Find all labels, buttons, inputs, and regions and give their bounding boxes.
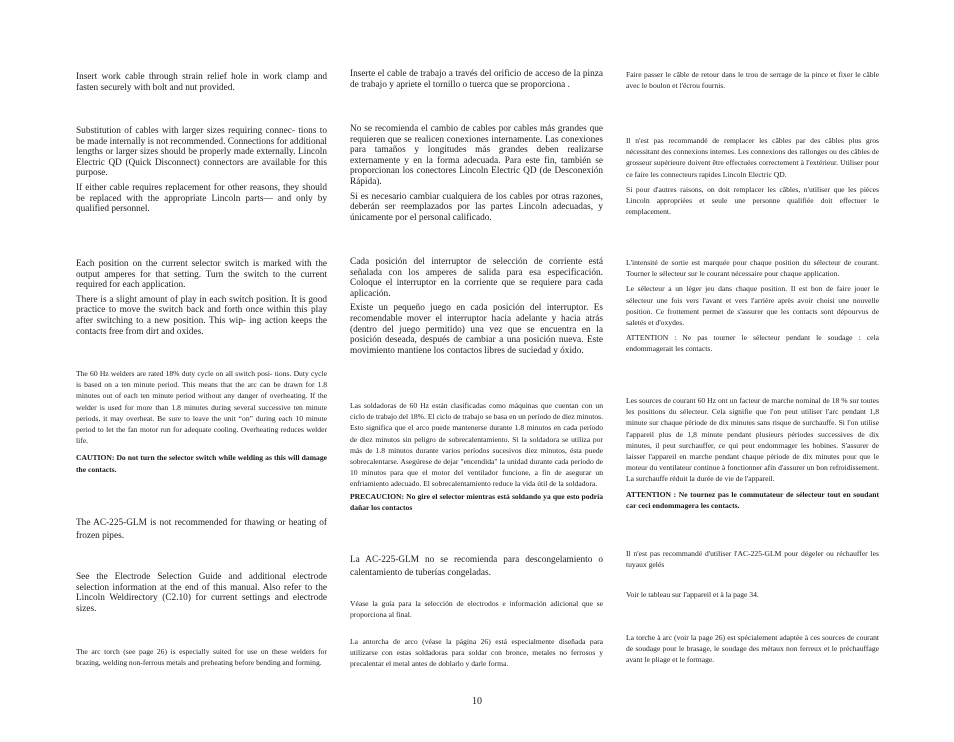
fr-duty-section xyxy=(626,395,879,511)
fr-thawing-text: Il n'est pas recommandé d'utiliser l'AC-225-GLM pour dégeler ou réchauffer les tuyaux gelés xyxy=(626,549,879,570)
en-replacement-text: If either cable requires replacement for other reasons, they should be replaced with the appropriate Lincoln parts— and only by qualified personnel. xyxy=(76,182,327,215)
fr-substitution-text: Il n'est pas recommandé de remplacer les câbles par des câbles plus gros nécessitant des connexions internes. Les connexions des rallonges ou des câbles de grosseur supérieure doivent être effectuées correctement à l'extérieur. Utiliser pour ce faire les connecteurs rapides Lincoln Electric QD. xyxy=(626,136,879,179)
en-thawing-text: The AC-225-GLM is not recommended for thawing or heating of frozen pipes. xyxy=(76,518,327,541)
en-arc-torch-text: The arc torch (see page 26) is especially suited for use on these welders for brazing, welding non-ferrous metals and preheating before bending and forming. xyxy=(76,647,327,668)
fr-arc-torch-text: La torche à arc (voir la page 26) est spécialement adaptée à ces sources de courant de soudage pour le brasage, le soudage des métaux non ferreux et le préchauffage avant le pliage et le formage. xyxy=(626,633,879,665)
fr-duty-cycle-text: Les sources de courant 60 Hz ont un facteur de marche nominal de 18 % sur toutes les positions du sélecteur. Cela signifie que l'on peut utiliser l'arc pendant 1,8 minute sur chaque période de dix minutes sans risque de surchauffe. Si l'on utilise l'appareil plus de 1,8 minute pendant plusieurs périodes successives de dix minutes, il peut surchauffer, ce qui peut endommager les bobines. S'assurer de laisser l'appareil en marche pendant chaque période de dix minutes pour que le moteur du ventilateur continue à fonctionner afin d'assurer un bon refroidissement. La surchauffe réduit la durée de vie de l'appareil. xyxy=(626,396,879,484)
en-duty-cycle-text: The 60 Hz welders are rated 18% duty cycle on all switch posi- tions. Duty cycle is based on a ten minute period. This means that the arc can be drawn for 1.8 minutes out of each ten minute period without any danger of overheating. If the welder is used for more than 1.8 minutes during several successive ten minute periods, it may overheat. Be sure to leave the unit “on” during each 10 minute period to let the fan motor run for adequate cooling. Overheating reduces welder life. xyxy=(76,369,327,446)
en-play-text: There is a slight amount of play in each switch position. It is good practice to move the switch back and forth once within this play after switching to a new position. This wip- ing action keeps the contacts free from dirt and oxides. xyxy=(76,294,327,337)
fr-replacement-text: Si pour d'autres raisons, on doit remplacer les câbles, n'utiliser que les pièces Lincoln appropriées et seule une personne qualifiée doit effectuer le remplacement. xyxy=(626,184,879,217)
fr-caution-text xyxy=(626,489,879,511)
fr-selector-text: L'intensité de sortie est marquée pour chaque position du sélecteur de courant. Tourner le sélecteur sur le courant nécessaire pour chaque application. xyxy=(626,258,879,279)
fr-caution-bold: ATTENTION : Ne tournez pas le commutateur de sélecteur tout en soudant car ceci endommagera les contacts. xyxy=(626,489,879,510)
fr-attention-soudage-text: ATTENTION : Ne pas tourner le sélecteur pendant le soudage : cela endommagerait les contacts. xyxy=(626,333,879,354)
es-duty-section xyxy=(350,400,603,513)
en-cable-section xyxy=(76,126,327,215)
es-caution-bold: PRECAUCION: No gire el selector mientras está soldando ya que esto podría dañar los contactos xyxy=(350,491,603,512)
es-arc-torch-text: La antorcha de arco (véase la página 26) está especialmente diseñada para utilizarse con estas soldadoras para soldar con bronce, metales no ferrosos y precalentar el metal antes de doblarlo y darle forma. xyxy=(350,637,603,669)
es-replacement-text: Si es necesario cambiar cualquiera de los cables por otras razones, deberán ser reemplazados por las partes Lincoln adecuadas, y únicamente por el personal calificado. xyxy=(350,191,603,223)
es-duty-cycle-text: Las soldadoras de 60 Hz están clasificadas como máquinas que cuentan con un ciclo de trabajo del 18%. El ciclo de trabajo se basa en un período de diez minutos. Esto significa que el arco puede mantenerse durante 1.8 minutos en cada período de diez minutos sin peligro de sobrecalentamiento. Si la soldadora se utiliza por más de 1.8 minutos durante varios períodos sucesivos diez minutos, ésta puede sobrecalentarse. Asegúrese de dejar "encendida" la unidad durante cada período de 10 minutos para que el motor del ventilador funcione, a fin de asegurar un enfriamiento adecuado. El sobrecalentamiento reduce la vida útil de la soldadora. xyxy=(350,401,603,489)
es-selector-section xyxy=(350,257,603,356)
es-selector-text: Cada posición del interruptor de selección de corriente está señalada con los amperes de salida para esa especificación. Coloque el interruptor en la corriente que se requiere para cada aplicación. xyxy=(350,257,603,299)
fr-play-text: Le sélecteur a un léger jeu dans chaque position. Il est bon de faire jouer le sélecteur une fois vers l'avant et vers l'arrière après avoir choisi une nouvelle position. Ce frottement permet de s'assurer que les contacts sont dépourvus de saletés et d'oxydes. xyxy=(626,284,879,328)
en-substitution-text: Substitution of cables with larger sizes requiring connec- tions to be made internally is not recommended. Connections for additional lengths or larger sizes should be properly made externally. Lincoln Electric QD (Quick Disconnect) connectors are available for this purpose. xyxy=(76,126,327,179)
fr-cable-section xyxy=(626,135,879,217)
fr-electrode-text: Voir le tableau sur l'appareil et à la page 34. xyxy=(626,590,759,599)
en-electrode-text: See the Electrode Selection Guide and additional electrode selection information at the end of this manual. Also refer to the Lincoln Weldirectory (C2.10) for current settings and electrode sizes. xyxy=(76,572,327,614)
en-selector-text: Each position on the current selector switch is marked with the output amperes for that setting. Turn the switch to the current required for each application. xyxy=(76,259,327,291)
es-caution-text xyxy=(350,491,603,513)
en-work-cable-text: Insert work cable through strain relief hole in work clamp and fasten securely with bolt and nut provided. xyxy=(76,72,327,93)
es-cable-section xyxy=(350,124,603,223)
es-thawing-text: La AC-225-GLM no se recomienda para descongelamiento o calentamiento de tuberías congeladas. xyxy=(350,555,603,578)
en-selector-section xyxy=(76,259,327,337)
es-electrode-text: Véase la guía para la selección de electrodos e información adicional que se proporciona al final. xyxy=(350,599,603,620)
en-caution-bold: CAUTION: Do not turn the selector switch while welding as this will damage the contacts. xyxy=(76,453,327,474)
es-work-cable-text: Inserte el cable de trabajo a través del orificio de acceso de la pinza de trabajo y apriete el tornillo o tuerca que se proporciona . xyxy=(350,69,603,90)
es-play-text: Existe un pequeño juego en cada posición del interruptor. Es recomendable mover el interruptor hacia adelante y hacia atrás (dentro del juego permitido) una vez que se encuentra en la posición deseada, después de cambiar a una posición nueva. Este movimiento mantiene los contactos libres de suciedad y óxido. xyxy=(350,303,603,356)
en-caution-text xyxy=(76,452,327,474)
fr-selector-section xyxy=(626,257,879,355)
page-number: 10 xyxy=(472,696,482,707)
es-substitution-text: No se recomienda el cambio de cables por cables más grandes que requieren que se realicen conexiones internamente. Las conexiones para tamaños y longitudes más grandes deben realizarse externamente y en la forma adecuada. Para este fin, también se proporcionan los conectores Lincoln Electric QD (de Desconexión Rápida). xyxy=(350,124,603,187)
en-duty-section xyxy=(76,368,327,475)
fr-work-cable-text: Faire passer le câble de retour dans le trou de serrage de la pince et fixer le câble avec le boulon et l'écrou fournis. xyxy=(626,70,879,91)
